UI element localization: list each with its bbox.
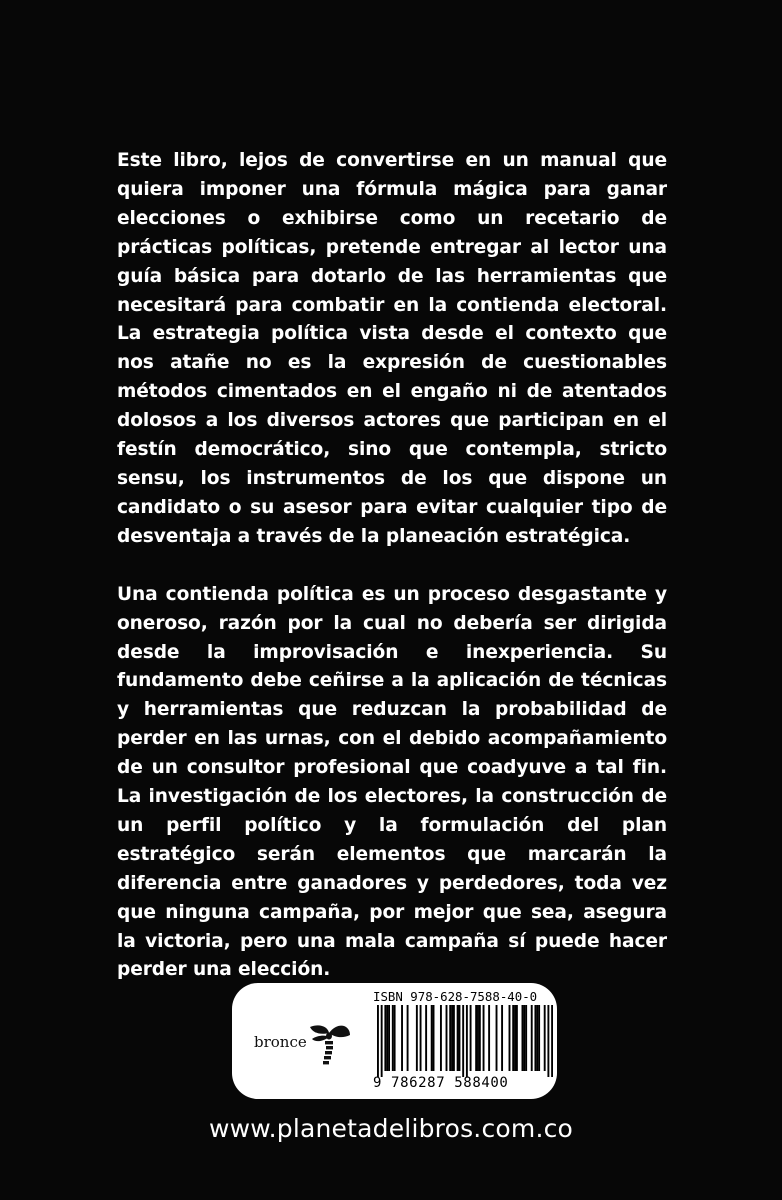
barcode-bar [392,1005,394,1071]
back-cover-blurb [117,147,667,985]
barcode-bar [394,1005,396,1071]
barcode-bar [466,1005,468,1077]
barcode-bar [522,1005,524,1071]
barcode-bar [388,1005,390,1071]
barcode-bar [516,1005,518,1071]
barcode-bar [433,1005,435,1071]
barcode-bar [453,1005,455,1071]
publisher-website: www.planetadelibros.com.co [208,1114,574,1143]
imprint-logo-block [232,983,370,1099]
barcode-bar [477,1005,479,1071]
isbn-barcode-block [371,983,557,1099]
barcode-bar [536,1005,538,1071]
barcode-bar [377,1005,379,1077]
barcode-bar [547,1005,549,1077]
barcode-bar [538,1005,540,1071]
barcode-bar [512,1005,514,1071]
barcode-bar [407,1005,409,1071]
barcode-bar [488,1005,490,1071]
blurb-paragraph-2: Una contienda política es un proceso desgastante y oneroso, razón por la cual no debería ser dirigida desde la improvisación e inexperiencia. Su fundamento debe ceñirse a la aplicación de técnicas y herramientas que reduzcan la probabilidad de perder en las urnas, con el debido acompañamiento de un consultor profesional que coadyuve a tal fin. La investigación de los electores, la construcción de un perfil político y la formulación del plan estratégico serán elementos que marcarán la diferencia entre ganadores y perdedores, toda vez que ninguna campaña, por mejor que sea, asegura la victoria, pero una mala campaña sí puede hacer perder una elección. [117,583,667,981]
barcode [377,1005,553,1077]
barcode-bar [525,1005,527,1071]
barcode-bar [416,1005,418,1071]
barcode-bar [534,1005,536,1071]
barcode-bar [384,1005,386,1071]
barcode-bar [401,1005,403,1071]
barcode-bar [457,1005,459,1071]
barcode-bar [523,1005,525,1071]
imprint-name: bronce [254,1033,307,1051]
barcode-bar [381,1005,383,1077]
dragonfly-icon [304,1019,354,1069]
barcode-bar [531,1005,533,1071]
barcode-bar [440,1005,442,1071]
barcode-bar [479,1005,481,1071]
barcode-bar [431,1005,433,1071]
barcode-bar [470,1005,472,1071]
barcode-bar [425,1005,427,1071]
blurb-paragraph-1: Este libro, lejos de convertirse en un manual que quiera imponer una fórmula mágica para ganar elecciones o exhibirse como un recetario de prácticas políticas, pretende entregar al lector una guía básica para dotarlo de las herramientas que necesitará para combatir en la contienda electoral. La estrategia política vista desde el contexto que nos atañe no es la expresión de cuestionables métodos cimentados en el engaño ni de atentados dolosos a los diversos actores que participan en el festín democrático, sino que contempla, stricto sensu, los instrumentos de los que dispone un candidato o su asesor para evitar cualquier tipo de desventaja a través de la planeación estratégica. [117,150,667,547]
barcode-bar [420,1005,422,1071]
barcode-bar [514,1005,516,1071]
barcode-bar [509,1005,511,1071]
isbn-label: ISBN 978-628-7588-40-0 [373,989,538,1004]
barcode-digits: 9 786287 588400 [373,1075,509,1091]
barcode-bar [551,1005,553,1077]
barcode-bar [544,1005,546,1071]
barcode-bar [449,1005,451,1071]
barcode-bar [446,1005,448,1071]
barcode-bar [459,1005,461,1071]
barcode-bar [462,1005,464,1077]
barcode-bar [496,1005,498,1071]
barcode-bar [483,1005,485,1071]
barcode-bar [475,1005,477,1071]
barcode-bar [386,1005,388,1071]
barcode-bar [451,1005,453,1071]
barcode-bar [501,1005,503,1071]
publisher-isbn-badge [232,983,557,1099]
